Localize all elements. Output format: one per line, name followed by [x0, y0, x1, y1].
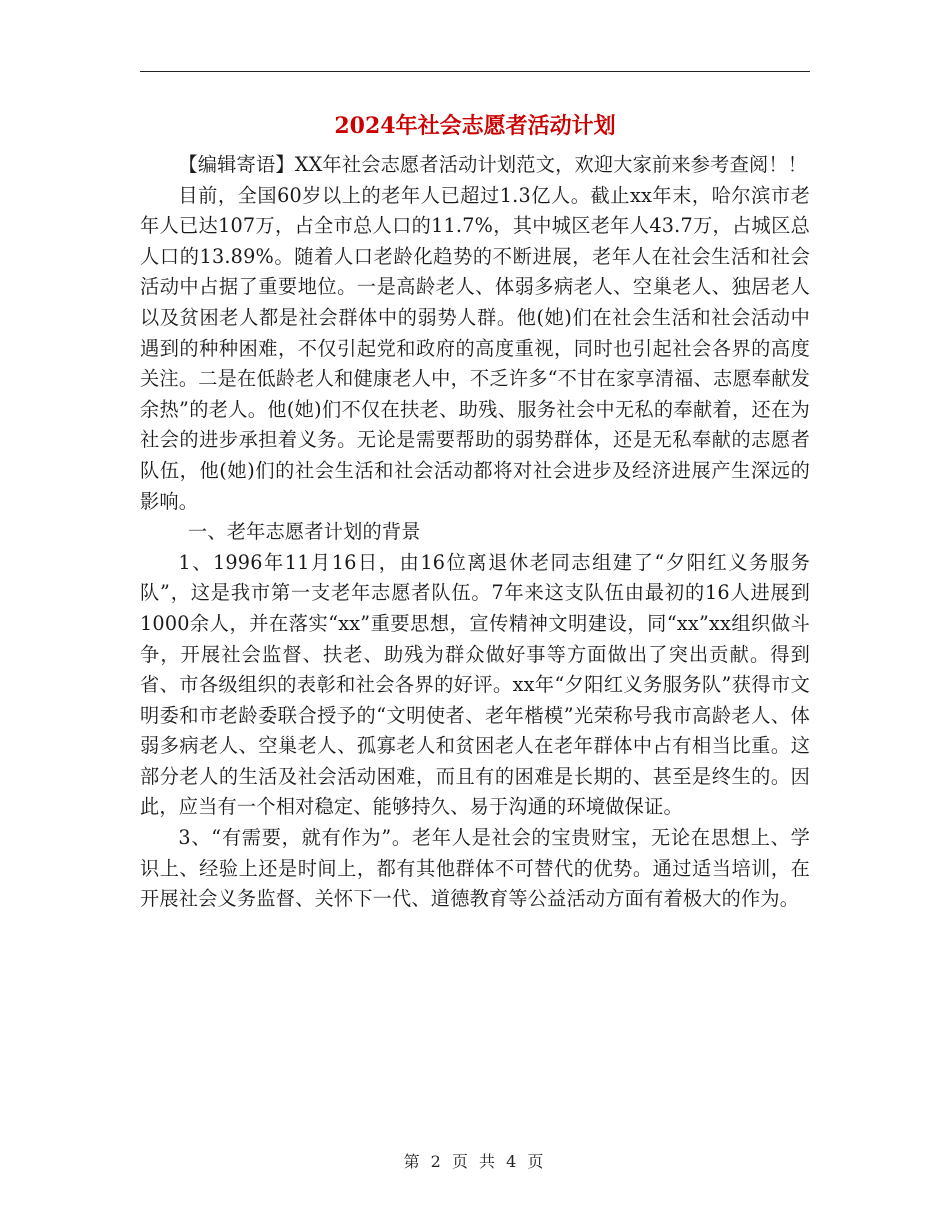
document-body [140, 150, 810, 915]
editor-note-paragraph: 【编辑寄语】XX年社会志愿者活动计划范文，欢迎大家前来参考查阅！！ [178, 153, 808, 176]
page-number-footer: 第 2 页 共 4 页 [403, 1152, 547, 1171]
document-title: 2024年社会志愿者活动计划 [334, 113, 616, 139]
header-rule [140, 71, 810, 72]
background-item-3: 3、“有需要，就有作为”。老年人是社会的宝贵财宝，无论在思想上、学识上、经验上还是时间上，都有其他群体不可替代的优势。通过适当培训，在开展社会义务监督、关怀下一代、道德教育等公益活动方面有着极大的作为。 [140, 826, 810, 911]
background-item-1: 1、1996年11月16日，由16位离退休老同志组建了“夕阳红义务服务队”，这是我市第一支老年志愿者队伍。7年来这支队伍由最初的16人进展到1000余人，并在落实“xx”重要思想，宣传精神文明建设，同“xx”xx组织做斗争，开展社会监督、扶老、助残为群众做好事等方面做出了突出贡献。得到省、市各级组织的表彰和社会各界的好评。xx年“夕阳红义务服务队”获得市文明委和市老龄委联合授予的“文明使者、老年楷模”光荣称号我市高龄老人、体弱多病老人、空巢老人、孤寡老人和贫困老人在老年群体中占有相当比重。这部分老人的生活及社会活动困难，而且有的困难是长期的、甚至是终生的。因此，应当有一个相对稳定、能够持久、易于沟通的环境做保证。 [140, 550, 810, 819]
section-heading: 一、老年志愿者计划的背景 [188, 520, 421, 544]
intro-paragraph: 目前，全国60岁以上的老年人已超过1.3亿人。截止xx年末，哈尔滨市老年人已达107万，占全市总人口的11.7%，其中城区老年人43.7万，占城区总人口的13.89%。随着人口老龄化趋势的不断进展，老年人在社会生活和社会活动中占据了重要地位。一是高龄老人、体弱多病老人、空巢老人、独居老人以及贫困老人都是社会群体中的弱势人群。他(她)们在社会生活和社会活动中遇到的种种困难，不仅引起党和政府的高度重视，同时也引起社会各界的高度关注。二是在低龄老人和健康老人中，不乏许多“不甘在家享清福、志愿奉献发余热”的老人。他(她)们不仅在扶老、助残、服务社会中无私的奉献着，还在为社会的进步承担着义务。无论是需要帮助的弱势群体，还是无私奉献的志愿者队伍，他(她)们的社会生活和社会活动都将对社会进步及经济进展产生深远的影响。 [140, 183, 810, 513]
